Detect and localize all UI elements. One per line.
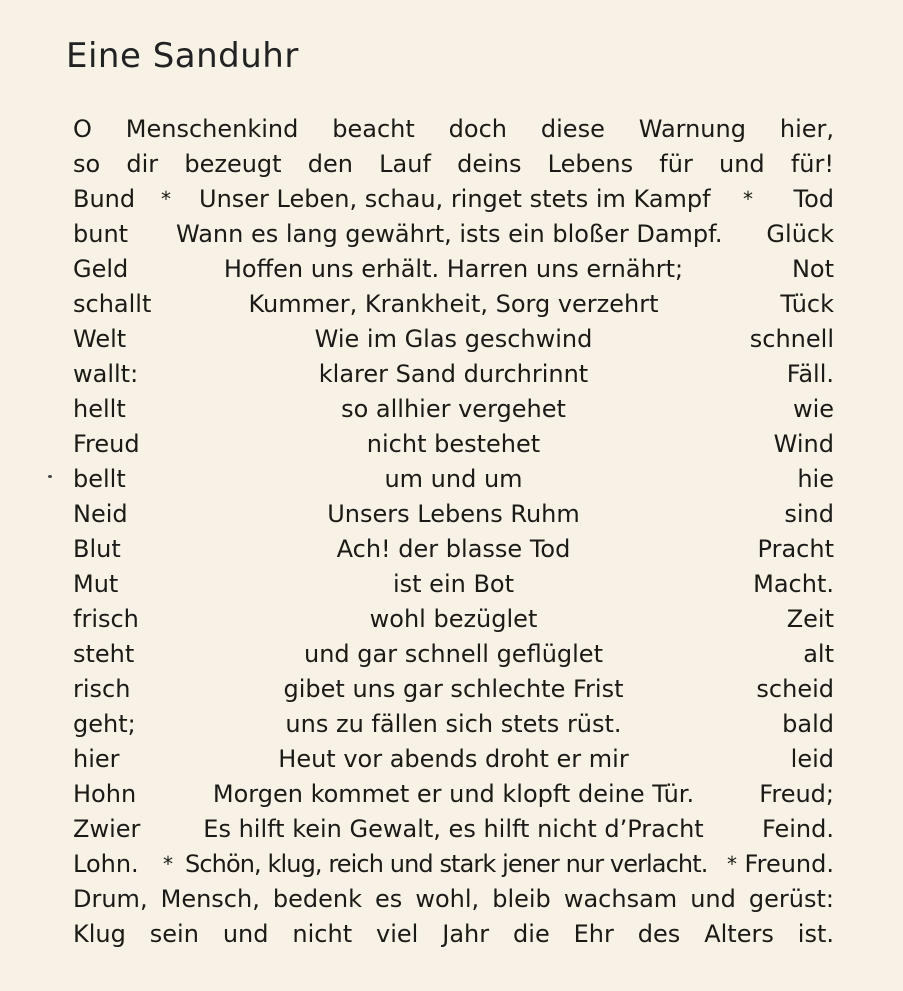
row-center-text: nicht bestehet: [366, 430, 541, 458]
row-right-word: schnell: [749, 325, 834, 353]
row-right-word: Glück: [766, 220, 834, 248]
row-right-word: Freund.: [744, 850, 834, 878]
poem-row: [73, 252, 834, 287]
poem-row: [73, 812, 834, 847]
row-right-word: Tück: [780, 290, 834, 318]
poem-row: [73, 602, 834, 637]
poem-line-1: O Menschenkind beacht doch diese Warnung hier,: [73, 115, 834, 143]
poem-row-lohn: [73, 847, 834, 882]
poem-row: [73, 462, 834, 497]
poem-row: [73, 672, 834, 707]
row-center-text: gibet uns gar schlechte Frist: [283, 675, 624, 703]
row-left-word: bunt: [73, 220, 129, 248]
row-left-word: Lohn.: [73, 850, 139, 878]
poem-row-bund: [73, 182, 834, 217]
row-right-word: bald: [782, 710, 834, 738]
row-right-word: Wind: [773, 430, 834, 458]
poem-row: [73, 707, 834, 742]
row-right-word: Macht.: [753, 570, 834, 598]
row-center-text: Es hilft kein Gewalt, es hilft nicht d’Pracht: [203, 815, 704, 843]
row-left-word: hier: [73, 745, 120, 773]
row-right-word: leid: [790, 745, 834, 773]
row-left-word: geht;: [73, 710, 136, 738]
row-right-word: hie: [797, 465, 834, 493]
asterisk-left: *: [161, 187, 171, 211]
row-center-text: klarer Sand durchrinnt: [318, 360, 589, 388]
asterisk-right: *: [727, 852, 737, 876]
row-center-text: Kummer, Krankheit, Sorg verzehrt: [248, 290, 659, 318]
row-right-word: Pracht: [757, 535, 834, 563]
row-left-word: Blut: [73, 535, 121, 563]
poem-row-bunt: [73, 217, 834, 252]
row-left-word: steht: [73, 640, 135, 668]
poem-row: [73, 322, 834, 357]
poem-line-last-2: Klug sein und nicht viel Jahr die Ehr des Alters ist.: [73, 920, 834, 948]
row-center-text: Hoffen uns erhält. Harren uns ernährt;: [223, 255, 684, 283]
poem-row: [73, 497, 834, 532]
row-right-word: Tod: [793, 185, 834, 213]
poem-row: [73, 287, 834, 322]
row-center-text: Morgen kommet er und klopft deine Tür.: [212, 780, 695, 808]
row-left-word: Freud: [73, 430, 140, 458]
row-left-word: Hohn: [73, 780, 137, 808]
poem-row: [73, 427, 834, 462]
poem-row: [73, 357, 834, 392]
row-right-word: scheid: [756, 675, 834, 703]
row-right-word: Fäll.: [786, 360, 834, 388]
paper-speck: [48, 475, 52, 478]
row-left-word: Welt: [73, 325, 127, 353]
poem-row: [73, 742, 834, 777]
row-center-text: ist ein Bot: [392, 570, 515, 598]
poem-row: [73, 637, 834, 672]
row-center-text: Wie im Glas geschwind: [314, 325, 593, 353]
poem-row: [73, 567, 834, 602]
poem-line-last-1: Drum, Mensch, bedenk es wohl, bleib wachsam und gerüst:: [73, 885, 834, 913]
asterisk-right: *: [743, 187, 753, 211]
row-left-word: schallt: [73, 290, 152, 318]
poem-row: [73, 532, 834, 567]
row-right-word: wie: [792, 395, 834, 423]
row-right-word: Not: [791, 255, 834, 283]
row-center-text: Ach! der blasse Tod: [336, 535, 571, 563]
row-right-word: alt: [803, 640, 834, 668]
row-right-word: Zeit: [786, 605, 834, 633]
row-left-word: wallt:: [73, 360, 139, 388]
poem-line-2: so dir bezeugt den Lauf deins Lebens für und für!: [73, 150, 834, 178]
row-left-word: Zwier: [73, 815, 141, 843]
row-right-word: Freud;: [759, 780, 834, 808]
row-left-word: risch: [73, 675, 131, 703]
row-center-text: Unser Leben, schau, ringet stets im Kampf: [199, 185, 711, 213]
row-center-text: um und um: [384, 465, 523, 493]
row-right-word: Feind.: [762, 815, 834, 843]
poem-row: [73, 777, 834, 812]
row-left-word: hellt: [73, 395, 126, 423]
row-right-word: sind: [784, 500, 834, 528]
poem-title: Eine Sanduhr: [66, 36, 299, 76]
row-center-text: Unsers Lebens Ruhm: [327, 500, 580, 528]
row-left-word: Mut: [73, 570, 119, 598]
row-left-word: Geld: [73, 255, 129, 283]
row-left-word: Neid: [73, 500, 128, 528]
row-left-word: bellt: [73, 465, 126, 493]
row-center-text: uns zu fällen sich stets rüst.: [285, 710, 622, 738]
row-center-text: Heut vor abends droht er mir: [278, 745, 629, 773]
row-center-text: Wann es lang gewährt, ists ein bloßer Dampf.: [176, 220, 723, 248]
row-center-text: und gar schnell geflüglet: [304, 640, 603, 668]
asterisk-left: *: [163, 852, 173, 876]
row-left-word: Bund: [73, 185, 136, 213]
row-center-text: wohl bezüglet: [369, 605, 538, 633]
row-center-text: Schön, klug, reich und stark jener nur verlacht.: [185, 850, 708, 878]
row-center-text: so allhier vergehet: [341, 395, 566, 423]
row-left-word: frisch: [73, 605, 139, 633]
poem-row: [73, 392, 834, 427]
